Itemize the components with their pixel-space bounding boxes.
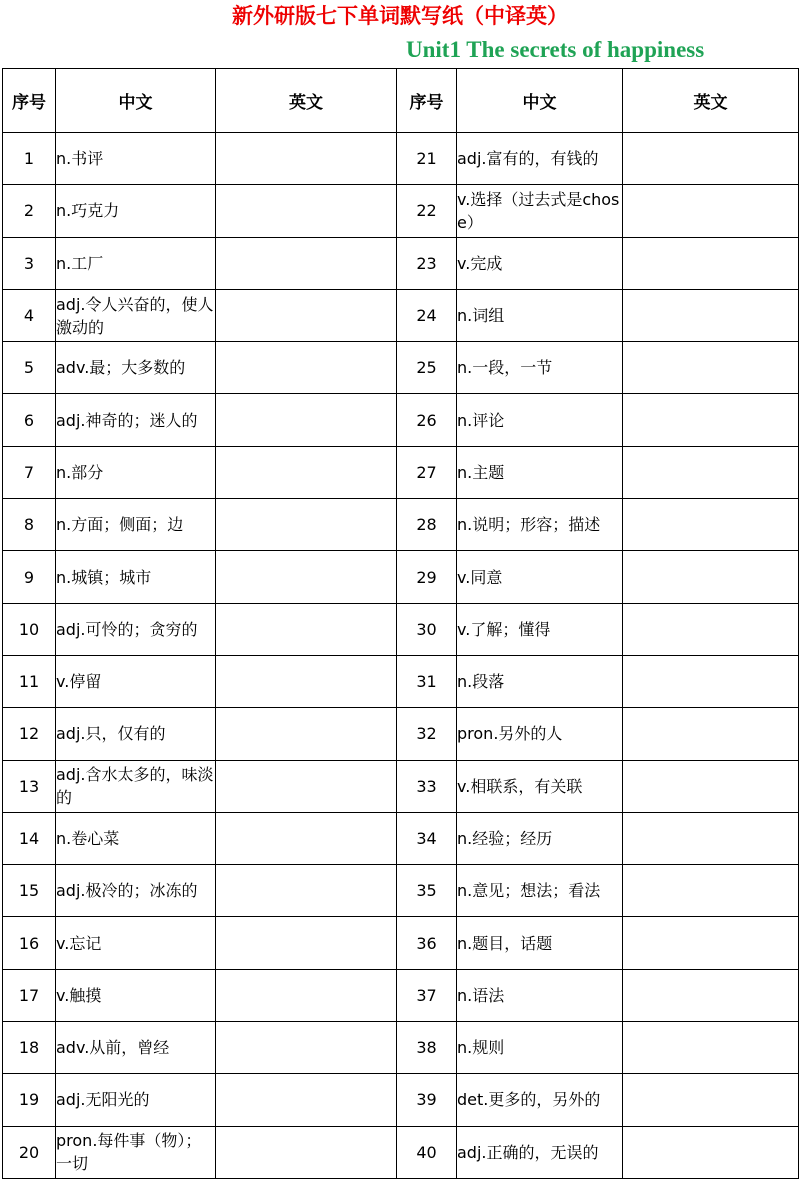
chinese-meaning-cell: v.停留 [56, 655, 216, 707]
english-answer-cell[interactable] [216, 133, 397, 185]
table-row [3, 237, 799, 289]
word-number-cell: 34 [397, 812, 457, 864]
chinese-meaning-cell: n.工厂 [56, 237, 216, 289]
chinese-meaning-cell: n.经验；经历 [457, 812, 623, 864]
english-answer-cell[interactable] [216, 342, 397, 394]
table-body [3, 133, 799, 1179]
english-answer-cell[interactable] [623, 1126, 799, 1178]
english-answer-cell[interactable] [623, 1074, 799, 1126]
column-header-number: 序号 [3, 69, 56, 133]
english-answer-cell[interactable] [623, 342, 799, 394]
word-number-cell: 15 [3, 865, 56, 917]
chinese-meaning-cell: adj.神奇的；迷人的 [56, 394, 216, 446]
chinese-meaning-cell: v.触摸 [56, 969, 216, 1021]
english-answer-cell[interactable] [216, 812, 397, 864]
english-answer-cell[interactable] [623, 812, 799, 864]
english-answer-cell[interactable] [216, 551, 397, 603]
english-answer-cell[interactable] [623, 917, 799, 969]
chinese-meaning-cell: v.同意 [457, 551, 623, 603]
word-number-cell: 28 [397, 499, 457, 551]
english-answer-cell[interactable] [623, 446, 799, 498]
word-number-cell: 1 [3, 133, 56, 185]
word-number-cell: 9 [3, 551, 56, 603]
english-answer-cell[interactable] [216, 603, 397, 655]
word-number-cell: 13 [3, 760, 56, 812]
english-answer-cell[interactable] [216, 969, 397, 1021]
word-number-cell: 38 [397, 1022, 457, 1074]
english-answer-cell[interactable] [623, 760, 799, 812]
word-number-cell: 2 [3, 185, 56, 237]
table-header-row [3, 69, 799, 133]
english-answer-cell[interactable] [623, 865, 799, 917]
word-number-cell: 11 [3, 655, 56, 707]
english-answer-cell[interactable] [623, 708, 799, 760]
chinese-meaning-cell: n.主题 [457, 446, 623, 498]
word-number-cell: 30 [397, 603, 457, 655]
word-number-cell: 40 [397, 1126, 457, 1178]
chinese-meaning-cell: v.相联系，有关联 [457, 760, 623, 812]
vocabulary-table [2, 68, 799, 1179]
chinese-meaning-cell: v.了解；懂得 [457, 603, 623, 655]
word-number-cell: 7 [3, 446, 56, 498]
table-row [3, 499, 799, 551]
chinese-meaning-cell: n.题目，话题 [457, 917, 623, 969]
chinese-meaning-cell: n.意见；想法；看法 [457, 865, 623, 917]
english-answer-cell[interactable] [216, 1074, 397, 1126]
word-number-cell: 24 [397, 289, 457, 341]
table-row [3, 1022, 799, 1074]
word-number-cell: 19 [3, 1074, 56, 1126]
word-number-cell: 32 [397, 708, 457, 760]
chinese-meaning-cell: pron.另外的人 [457, 708, 623, 760]
english-answer-cell[interactable] [216, 394, 397, 446]
english-answer-cell[interactable] [623, 1022, 799, 1074]
chinese-meaning-cell: n.说明；形容；描述 [457, 499, 623, 551]
chinese-meaning-cell: n.一段，一节 [457, 342, 623, 394]
word-number-cell: 31 [397, 655, 457, 707]
table-row [3, 342, 799, 394]
word-number-cell: 20 [3, 1126, 56, 1178]
word-number-cell: 17 [3, 969, 56, 1021]
table-row [3, 760, 799, 812]
column-header-chinese: 中文 [457, 69, 623, 133]
english-answer-cell[interactable] [216, 1022, 397, 1074]
table-row [3, 917, 799, 969]
english-answer-cell[interactable] [623, 394, 799, 446]
english-answer-cell[interactable] [216, 708, 397, 760]
english-answer-cell[interactable] [623, 289, 799, 341]
chinese-meaning-cell: adj.只，仅有的 [56, 708, 216, 760]
english-answer-cell[interactable] [216, 499, 397, 551]
table-row [3, 708, 799, 760]
english-answer-cell[interactable] [216, 446, 397, 498]
english-answer-cell[interactable] [623, 655, 799, 707]
word-number-cell: 33 [397, 760, 457, 812]
word-number-cell: 5 [3, 342, 56, 394]
table-row [3, 551, 799, 603]
english-answer-cell[interactable] [216, 1126, 397, 1178]
chinese-meaning-cell: det.更多的，另外的 [457, 1074, 623, 1126]
chinese-meaning-cell: n.规则 [457, 1022, 623, 1074]
chinese-meaning-cell: v.完成 [457, 237, 623, 289]
english-answer-cell[interactable] [623, 969, 799, 1021]
chinese-meaning-cell: n.卷心菜 [56, 812, 216, 864]
chinese-meaning-cell: adj.令人兴奋的，使人激动的 [56, 289, 216, 341]
chinese-meaning-cell: adj.正确的，无误的 [457, 1126, 623, 1178]
column-header-english: 英文 [623, 69, 799, 133]
table-row [3, 1126, 799, 1178]
chinese-meaning-cell: n.方面；侧面；边 [56, 499, 216, 551]
word-number-cell: 18 [3, 1022, 56, 1074]
chinese-meaning-cell: adj.无阳光的 [56, 1074, 216, 1126]
column-header-number: 序号 [397, 69, 457, 133]
table-row [3, 133, 799, 185]
english-answer-cell[interactable] [216, 917, 397, 969]
english-answer-cell[interactable] [623, 237, 799, 289]
english-answer-cell[interactable] [623, 551, 799, 603]
word-number-cell: 12 [3, 708, 56, 760]
chinese-meaning-cell: v.忘记 [56, 917, 216, 969]
table-row [3, 603, 799, 655]
word-number-cell: 37 [397, 969, 457, 1021]
page-title: 新外研版七下单词默写纸（中译英） [232, 4, 568, 28]
chinese-meaning-cell: pron.每件事（物）；一切 [56, 1126, 216, 1178]
table-row [3, 289, 799, 341]
english-answer-cell[interactable] [216, 655, 397, 707]
column-header-chinese: 中文 [56, 69, 216, 133]
chinese-meaning-cell: n.城镇；城市 [56, 551, 216, 603]
chinese-meaning-cell: adj.极冷的；冰冻的 [56, 865, 216, 917]
word-number-cell: 10 [3, 603, 56, 655]
table-row [3, 446, 799, 498]
word-number-cell: 26 [397, 394, 457, 446]
table-row [3, 812, 799, 864]
table-row [3, 969, 799, 1021]
chinese-meaning-cell: n.词组 [457, 289, 623, 341]
table-row [3, 394, 799, 446]
word-number-cell: 22 [397, 185, 457, 237]
table-row [3, 865, 799, 917]
word-number-cell: 21 [397, 133, 457, 185]
word-number-cell: 27 [397, 446, 457, 498]
word-number-cell: 16 [3, 917, 56, 969]
word-number-cell: 25 [397, 342, 457, 394]
chinese-meaning-cell: adj.含水太多的，味淡的 [56, 760, 216, 812]
word-number-cell: 8 [3, 499, 56, 551]
english-answer-cell[interactable] [216, 185, 397, 237]
word-number-cell: 14 [3, 812, 56, 864]
english-answer-cell[interactable] [216, 865, 397, 917]
chinese-meaning-cell: n.段落 [457, 655, 623, 707]
english-answer-cell[interactable] [623, 133, 799, 185]
word-number-cell: 4 [3, 289, 56, 341]
table-row [3, 1074, 799, 1126]
table-row [3, 655, 799, 707]
table-row [3, 185, 799, 237]
word-number-cell: 3 [3, 237, 56, 289]
chinese-meaning-cell: n.语法 [457, 969, 623, 1021]
english-answer-cell[interactable] [623, 499, 799, 551]
word-number-cell: 6 [3, 394, 56, 446]
unit-subtitle: Unit1 The secrets of happiness [406, 37, 705, 62]
chinese-meaning-cell: n.书评 [56, 133, 216, 185]
word-number-cell: 35 [397, 865, 457, 917]
chinese-meaning-cell: adv.最；大多数的 [56, 342, 216, 394]
english-answer-cell[interactable] [216, 237, 397, 289]
chinese-meaning-cell: adj.富有的，有钱的 [457, 133, 623, 185]
column-header-english: 英文 [216, 69, 397, 133]
chinese-meaning-cell: adv.从前，曾经 [56, 1022, 216, 1074]
word-number-cell: 39 [397, 1074, 457, 1126]
english-answer-cell[interactable] [216, 289, 397, 341]
chinese-meaning-cell: adj.可怜的；贪穷的 [56, 603, 216, 655]
word-number-cell: 29 [397, 551, 457, 603]
chinese-meaning-cell: n.评论 [457, 394, 623, 446]
word-number-cell: 36 [397, 917, 457, 969]
english-answer-cell[interactable] [216, 760, 397, 812]
word-number-cell: 23 [397, 237, 457, 289]
english-answer-cell[interactable] [623, 185, 799, 237]
chinese-meaning-cell: n.巧克力 [56, 185, 216, 237]
english-answer-cell[interactable] [623, 603, 799, 655]
chinese-meaning-cell: n.部分 [56, 446, 216, 498]
chinese-meaning-cell: v.选择（过去式是chose） [457, 185, 623, 237]
